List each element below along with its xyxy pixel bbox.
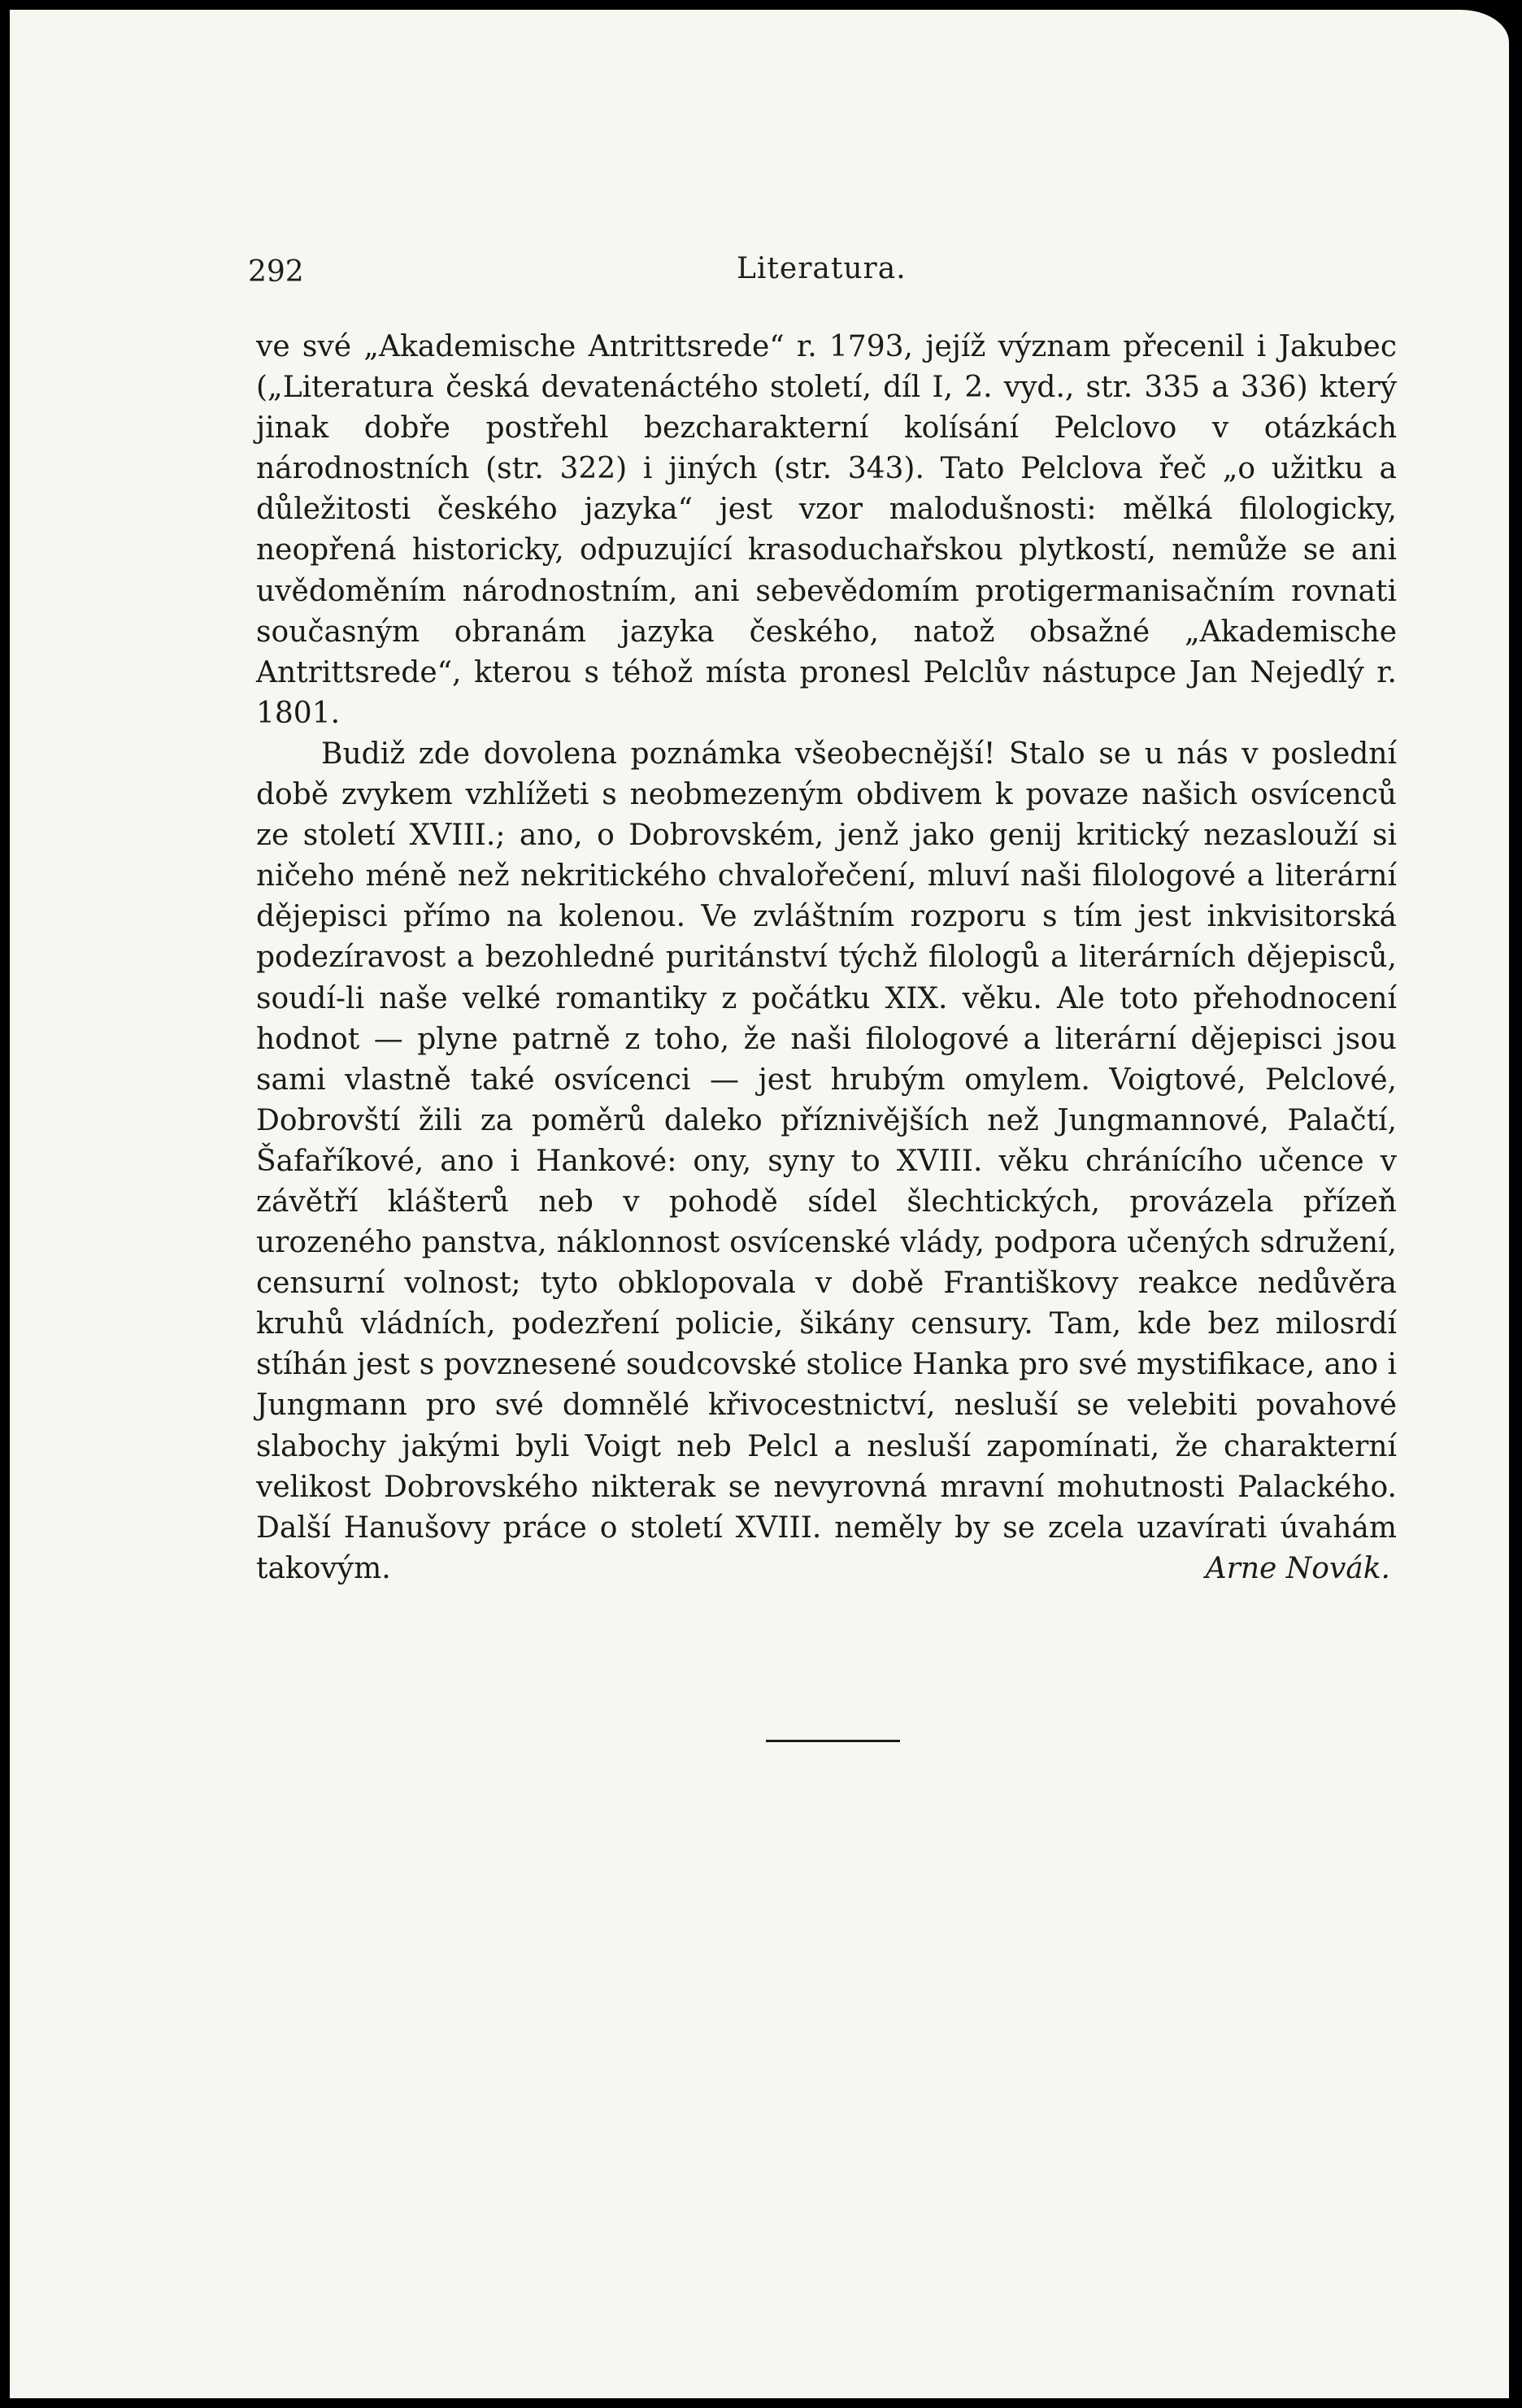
paragraph-text: Budiž zde dovolena poznámka všeobecnější! Stalo se u nás v poslední době zvykem vzhlížeti s neobmezeným obdivem k povaze našich osvícenců ze století XVIII.; ano, o Dobrovském, jenž jako genij kritický nezaslouží si ničeho méně než nekritického chvalořečení, mluví naši filologové a literární dějepisci přímo na kolenou. Ve zvláštním rozporu s tím jest inkvisitorská podezíravost a bezohledné puritánství týchž filologů a literárních dějepisců, soudí-li naše velké romantiky z počátku XIX. věku. Ale toto přehodnocení hodnot — plyne patrně z toho, že naši filologové a literární dějepisci jsou sami vlastně také osvícenci — jest hrubým omylem. Voigtové, Pelclové, Dobrovští žili za poměrů daleko příznivějších než Jungmannové, Palačtí, Šafaříkové, ano i Hankové: ony, syny to XVIII. věku chránícího učence v závětří klášterů neb v pohodě sídel šlechtických, provázela přízeň urozeného panstva, náklonnost osvícenské vlády, podpora učených sdružení, censurní volnost; tyto obklopovala v době Františkovy reakce nedůvěra kruhů vládních, podezření policie, šikány censury. Tam, kde bez milosrdí stíhán jest s povznesené soudcovské stolice Hanka pro své mystifikace, ano i Jungmann pro své domnělé křivocestnictví, nesluší se velebiti povahové slabochy jakými byli Voigt neb Pelcl a nesluší zapomínati, že charakterní velikost Dobrovského nikterak se nevyrovná mravní mohutnosti Palackého. Další Hanušovy práce o století XVIII. neměly by se zcela uzavírati úvahám takovým.: [256, 737, 1397, 1585]
paragraph-text: ve své „Akademische Antrittsrede“ r. 1793, jejíž význam přecenil i Jakubec („Literatura česká devatenáctého století, díl I, 2. vyd., str. 335 a 336) který jinak dobře postřehl bezcharakterní kolísání Pelclovo v otázkách národnostních (str. 322) i jiných (str. 343). Tato Pelclova řeč „o užitku a důležitosti českého jazyka“ jest vzor malodušnosti: mělká filologicky, neopřená historicky, odpuzující krasoduchařskou plytkostí, nemůže se ani uvědoměním národnostním, ani sebevědomím protigermanisačním rovnati současným obranám jazyka českého, natož obsažné „Akademische Antrittsrede“, kterou s téhož místa pronesl Pelclův nástupce Jan Nejedlý r. 1801.: [256, 330, 1397, 730]
running-header: [248, 252, 1386, 298]
author-signature: Arne Novák.: [1205, 1551, 1390, 1585]
paragraph-remark: [256, 734, 1397, 1589]
running-title: Literatura.: [737, 252, 907, 285]
paragraph-continuation: [256, 327, 1397, 734]
book-page: [10, 10, 1509, 2398]
section-divider: [766, 1740, 900, 1742]
page-number: 292: [248, 255, 304, 289]
article-body: [256, 327, 1397, 1589]
